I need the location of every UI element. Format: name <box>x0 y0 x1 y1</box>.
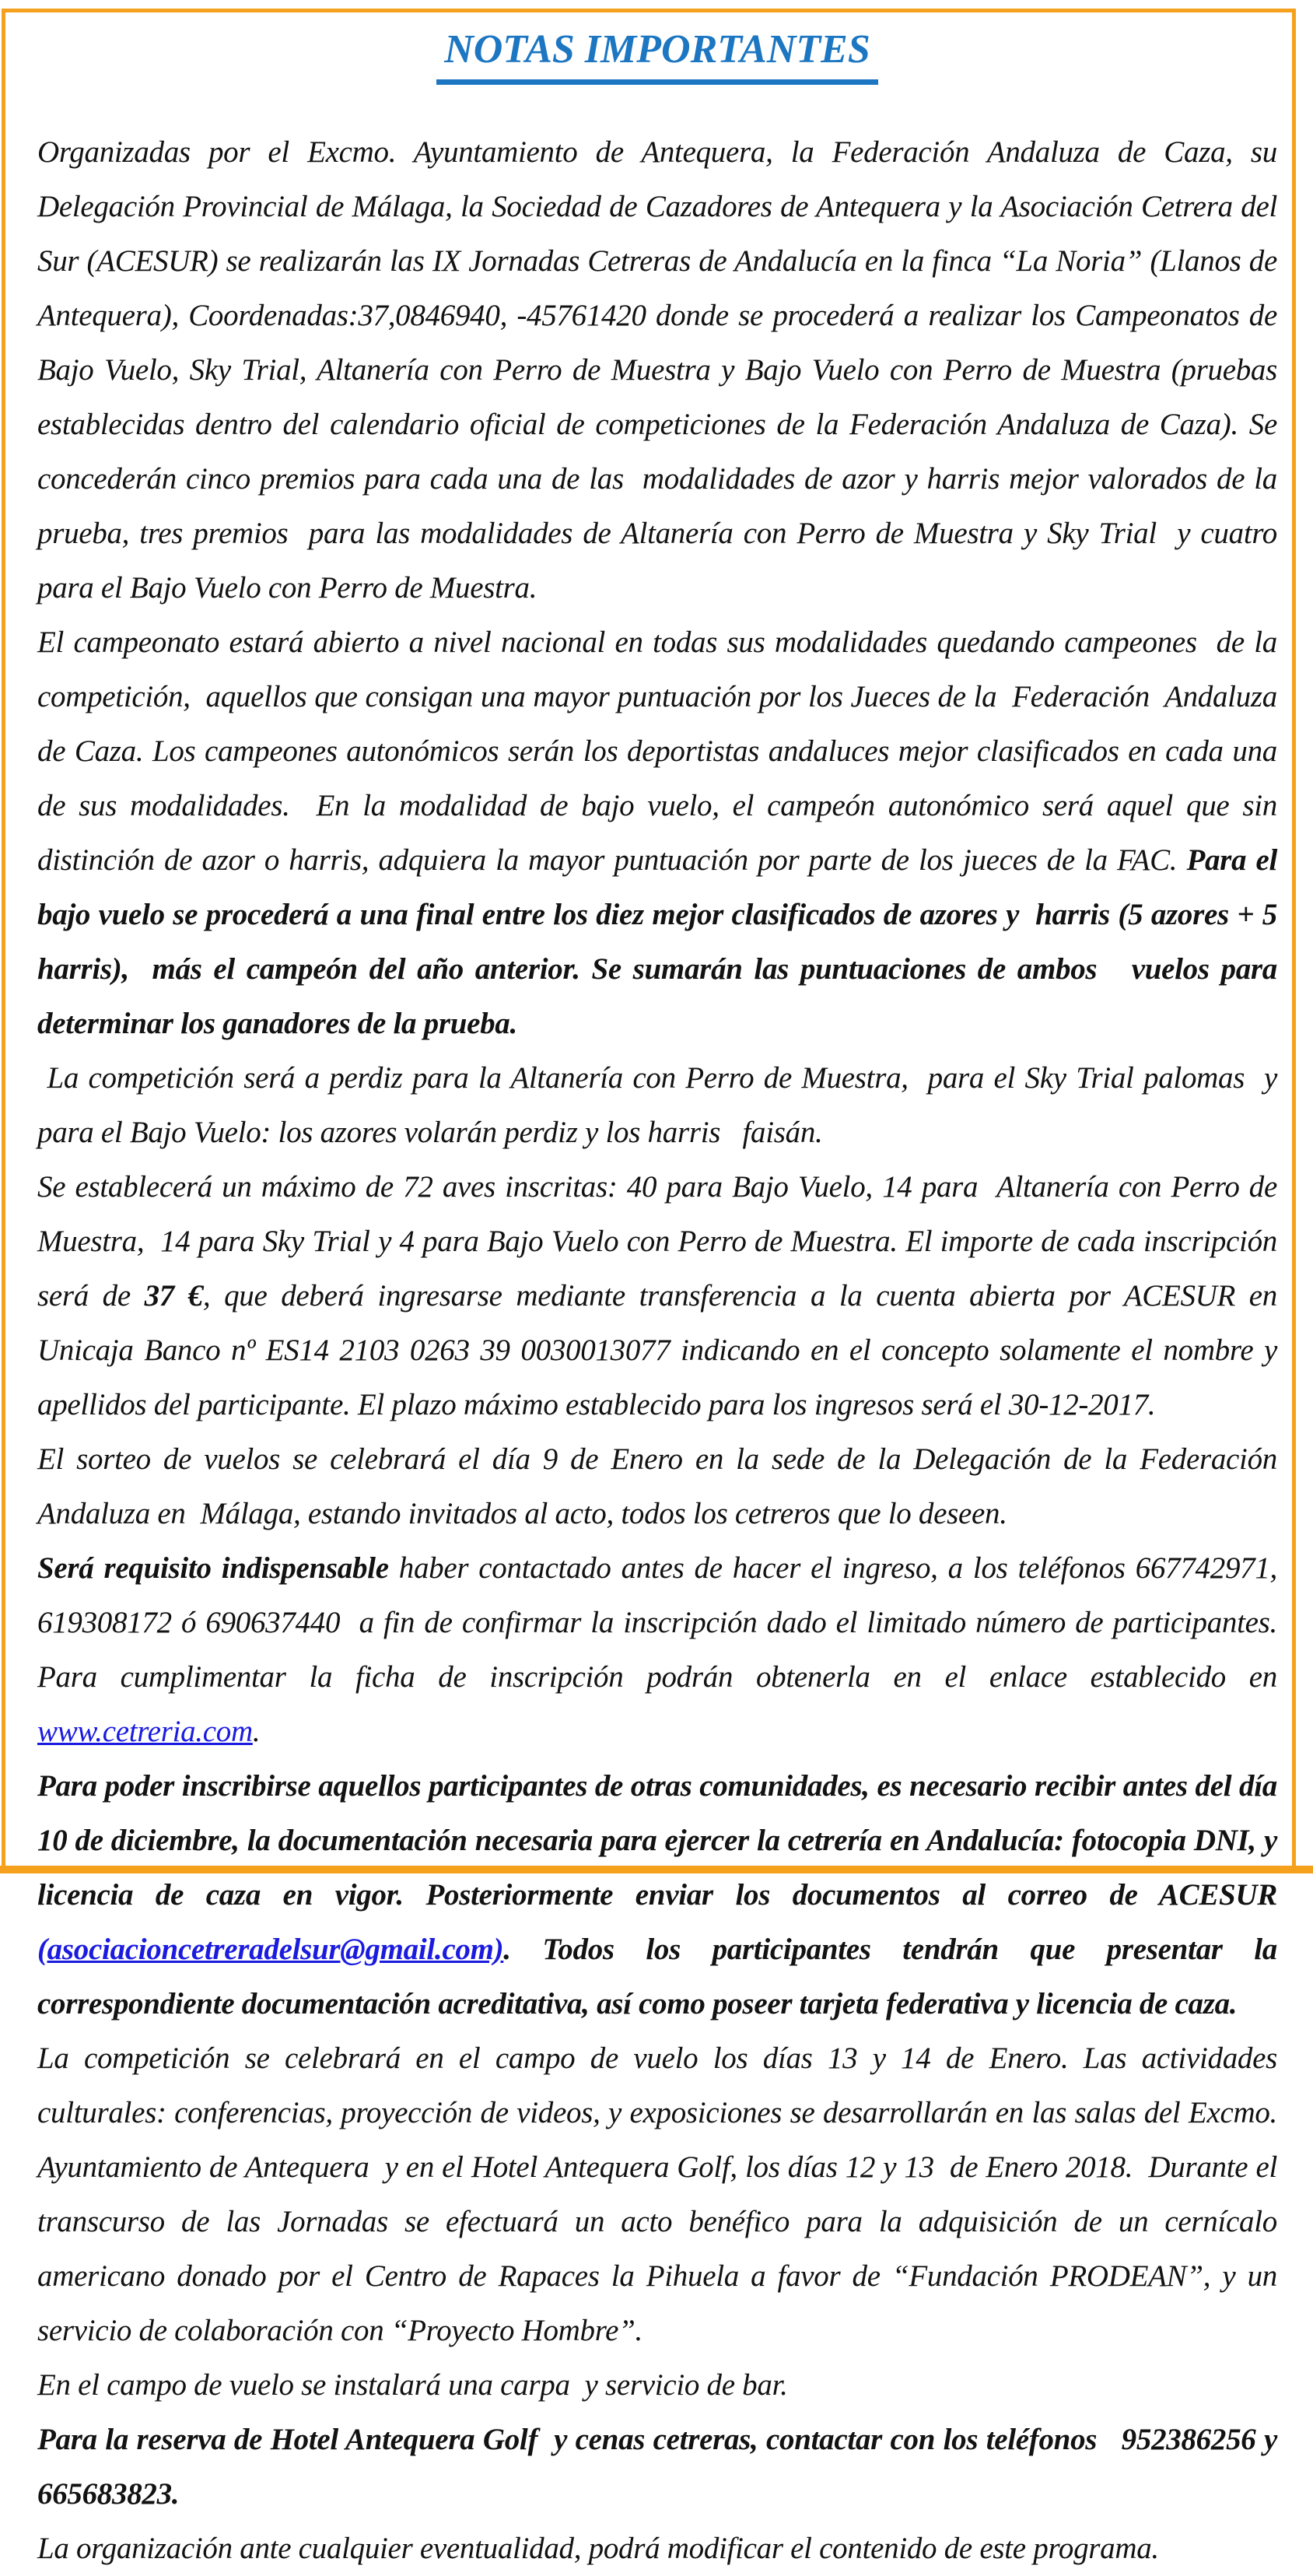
paragraph-championship <box>37 615 1285 1051</box>
paragraph-schedule <box>37 2031 1285 2358</box>
paragraph-text: haber contactado antes de hacer el ingreso, a los teléfonos 667742971, 619308172 ó 690637440 a fin de confirmar la inscripción dado el limitado número de participantes. Para cumplimentar la ficha de inscripción podrán obtenerla en el enlace establecido en <box>37 1551 1285 1694</box>
paragraph-requirement <box>37 1541 1285 1759</box>
paragraph-text: El sorteo de vuelos se celebrará el día 9 de Enero en la sede de la Delegación de la Federación Andaluza en Málaga, estando invitados al acto, todos los cetreros que lo deseen. <box>37 1442 1284 1530</box>
paragraph-bar <box>37 2358 1277 2413</box>
document-content <box>37 25 1285 2576</box>
paragraph-text-bold: Será requisito indispensable <box>37 1551 389 1585</box>
paragraph-text: La organización ante cualquier eventualidad, podrá modificar el contenido de este programa. <box>37 2532 1159 2565</box>
paragraph-hotel-reservation <box>37 2413 1285 2522</box>
paragraph-text: En el campo de vuelo se instalará una carpa y servicio de bar. <box>37 2368 788 2402</box>
paragraph-organizers <box>37 125 1285 615</box>
paragraph-text: . <box>252 1715 261 1748</box>
paragraph-text: Organizadas por el Excmo. Ayuntamiento de Antequera, la Federación Andaluza de Caza, su Delegación Provincial de Málaga, la Sociedad de Cazadores de Antequera y la Asociación Cetrera del Sur (ACESUR) se realizarán las IX Jornadas Cetreras de Andalucía en la finca “La Noria” (Llanos de Antequera), Coordenadas:37,0846940, -45761420 donde se procederá a realizar los Campeonatos de Bajo Vuelo, Sky Trial, Altanería con Perro de Muestra y Bajo Vuelo con Perro de Muestra (pruebas establecidas dentro del calendario oficial de competiciones de la Federación Andaluza de Caza). Se concederán cinco premios para cada una de las modalidades de azor y harris mejor valorados de la prueba, tres premios para las modalidades de Altanería con Perro de Muestra y Sky Trial y cuatro para el Bajo Vuelo con Perro de Muestra. <box>37 135 1285 605</box>
paragraph-text: La competición será a perdiz para la Altanería con Perro de Muestra, para el Sky Trial palomas y para el Bajo Vuelo: los azores volarán perdiz y los harris faisán. <box>37 1061 1285 1149</box>
cetreria-link[interactable]: www.cetreria.com <box>37 1715 253 1748</box>
fee-amount: 37 € <box>144 1279 203 1313</box>
title-row <box>37 25 1277 85</box>
page-title: NOTAS IMPORTANTES <box>436 25 878 85</box>
paragraph-text-bold: . Todos los participantes tendrán que presentar la correspondiente documentación acreditativa, así como poseer tarjeta federativa y licencia de caza. <box>37 1933 1285 2020</box>
paragraph-text: La competición se celebrará en el campo de vuelo los días 13 y 14 de Enero. Las actividades culturales: conferencias, proyección de videos, y exposiciones se desarrollarán en las salas del Excmo. Ayuntamiento de Antequera y en el Hotel Antequera Golf, los días 12 y 13 de Enero 2018. Durante el transcurso de las Jornadas se efectuará un acto benéfico para la adquisición de un cernícalo americano donado por el Centro de Rapaces la Pihuela a favor de “Fundación PRODEAN”, y un servicio de colaboración con “Proyecto Hombre”. <box>37 2042 1285 2347</box>
paragraph-inscription <box>37 1160 1285 1432</box>
paragraph-draw <box>37 1432 1284 1541</box>
paragraph-text: Se establecerá un máximo de 72 aves inscritas: 40 para Bajo Vuelo, 14 para Altanería con Perro de Muestra, 14 para Sky Trial y 4 para Bajo Vuelo con Perro de Muestra. El importe de cada inscripción será de <box>37 1170 1285 1313</box>
paragraph-text-bold: Para el bajo vuelo se procederá a una final entre los diez mejor clasificados de azores y harris (5 azores + 5 harris), más el campeón del año anterior. Se sumarán las puntuaciones de ambos vuelos para determinar los ganadores de la prueba. <box>37 843 1285 1040</box>
paragraph-other-communities <box>37 1759 1285 2031</box>
acesur-email-link[interactable]: (asociacioncetreradelsur@gmail.com) <box>37 1933 504 1966</box>
paragraph-prey <box>37 1051 1285 1160</box>
paragraph-text: , que deberá ingresarse mediante transferencia a la cuenta abierta por ACESUR en Unicaja Banco nº ES14 2103 0263 39 0030013077 indicando en el concepto solamente el nombre y apellidos del participante. El plazo máximo establecido para los ingresos será el 30-12-2017. <box>37 1279 1285 1421</box>
paragraph-text-bold: Para poder inscribirse aquellos participantes de otras comunidades, es necesario recibir antes del día 10 de diciembre, la documentación necesaria para ejercer la cetrería en Andalucía: fotocopia DNI, y licencia de caza en vigor. Posteriormente enviar los documentos al correo de ACESUR <box>37 1769 1285 1912</box>
paragraph-disclaimer <box>37 2522 1277 2576</box>
paragraph-text: El campeonato estará abierto a nivel nacional en todas sus modalidades quedando campeones de la competición, aquellos que consigan una mayor puntuación por los Jueces de la Federación Andaluza de Caza. Los campeones autonómicos serán los deportistas andaluces mejor clasificados en cada una de sus modalidades. En la modalidad de bajo vuelo, el campeón autonómico será aquel que sin distinción de azor o harris, adquiera la mayor puntuación por parte de los jueces de la FAC. <box>37 626 1285 877</box>
paragraph-text-bold: Para la reserva de Hotel Antequera Golf y cenas cetreras, contactar con los teléfonos 952386256 y 665683823. <box>37 2423 1285 2511</box>
